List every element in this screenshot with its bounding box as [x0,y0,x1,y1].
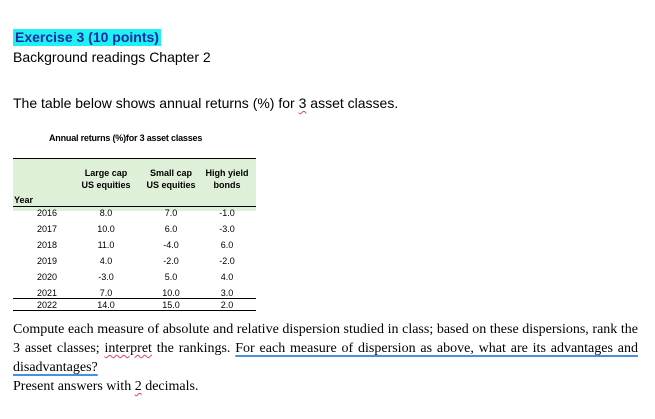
value-cell: 7.0 [99,288,113,298]
value-cell: 4.0 [220,272,234,282]
value-cell: 5.0 [164,272,178,282]
table-title: Annual returns (%)for 3 asset classes [49,133,203,143]
col-header-small-cap [139,167,203,191]
question-part: Compute each measure of absolute and relative dispersion studied in class; based on these dispersions, rank the 3 asset classes; [13,322,638,356]
col-header-line2: US equities [81,180,131,190]
col-header-line1: Small cap [149,168,193,178]
intro-mark: 3 [298,95,307,111]
interpret-word: interpret [104,341,152,356]
intro-pre: The table below shows annual returns (%) for [13,95,299,111]
year-cell: 2022 [36,300,58,310]
year-cell: 2019 [36,256,58,266]
question-part: the rankings. [151,341,236,356]
table-row [13,205,256,221]
col-header-line1: Large cap [84,168,128,178]
col-header-line2: US equities [146,180,196,190]
col-header-high-yield [199,167,255,191]
exercise-title: Exercise 3 (10 points) [15,29,159,45]
value-cell: 6.0 [164,224,178,234]
year-cell: 2018 [36,240,58,250]
value-cell: 3.0 [220,288,234,298]
decimals-post: decimals. [141,379,199,394]
table-row [13,237,256,253]
decimals-pre: Present answers with [13,379,135,394]
value-cell: -4.0 [163,240,179,250]
value-cell: -1.0 [219,208,235,218]
col-header-line2: bonds [213,180,241,190]
value-cell: 15.0 [162,300,180,310]
table-bottom-rule [13,310,256,311]
value-cell: 4.0 [99,256,113,266]
table-row [13,221,256,237]
value-cell: 8.0 [99,208,113,218]
value-cell: 6.0 [220,240,234,250]
col-header-line1: High yield [205,168,249,178]
grammar-flagged-text: For each measure of dispersion as above, what are its advantages and disadvantages? [13,341,638,375]
exercise-subtitle: Background readings Chapter 2 [13,49,211,65]
decimals-mark: 2 [134,379,142,394]
intro-post: asset classes. [306,95,399,111]
table-top-rule [13,158,256,159]
returns-table [13,129,256,309]
table-row [13,269,256,285]
question-paragraph [13,320,638,377]
year-cell: 2017 [36,224,58,234]
value-cell: 7.0 [164,208,178,218]
year-cell: 2021 [36,288,58,298]
value-cell: 11.0 [97,240,115,250]
year-cell: 2020 [36,272,58,282]
value-cell: -2.0 [163,256,179,266]
intro-text [13,95,398,112]
decimals-paragraph [13,377,638,396]
value-cell: -2.0 [219,256,235,266]
value-cell: 2.0 [220,300,234,310]
question-text [13,320,638,396]
value-cell: 10.0 [97,224,115,234]
value-cell: -3.0 [219,224,235,234]
col-header-large-cap [75,167,137,191]
value-cell: 14.0 [97,300,115,310]
table-row [13,253,256,269]
year-header: Year [14,195,34,205]
value-cell: 10.0 [162,288,180,298]
value-cell: -3.0 [98,272,114,282]
year-cell: 2016 [36,208,58,218]
